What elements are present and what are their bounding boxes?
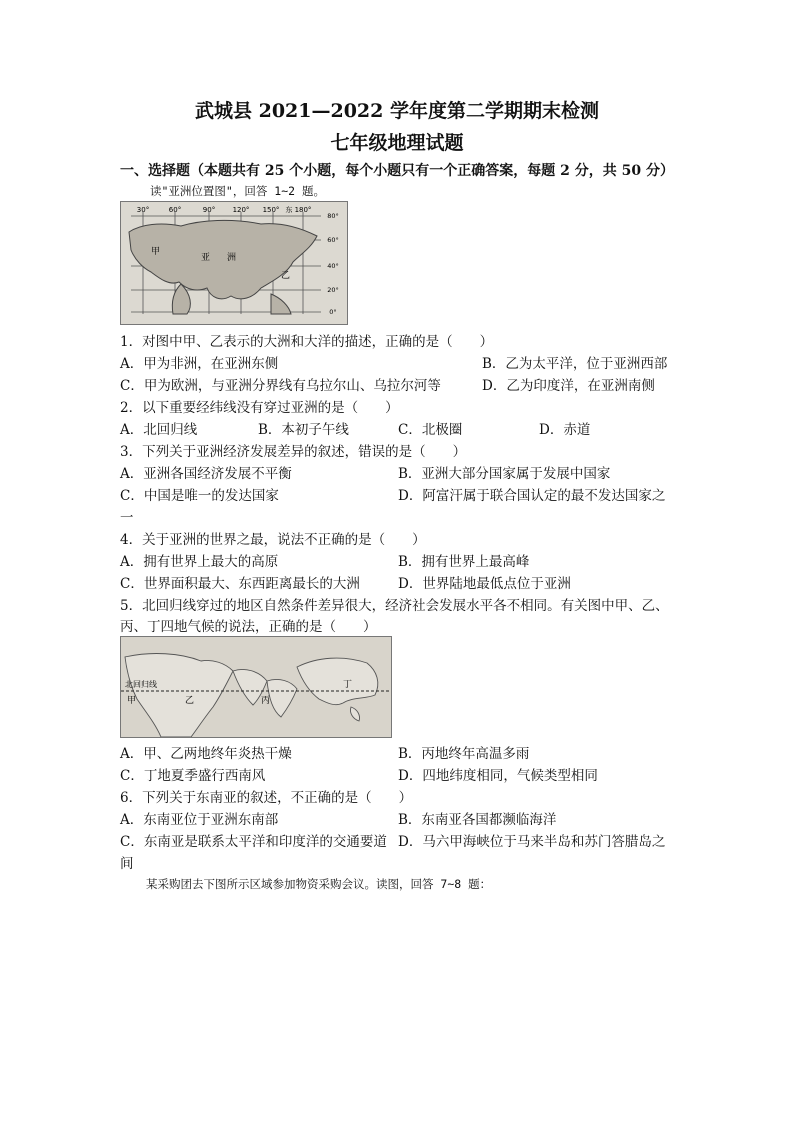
q4-option-c[interactable]: C．世界面积最大、东西距离最长的大洲 [120, 576, 360, 592]
map1-top-label: 120° [232, 206, 250, 214]
tropic-of-cancer-map [120, 636, 392, 738]
q6-stem: 6．下列关于东南亚的叙述，不正确的是（ ） [120, 790, 413, 806]
q5-stem-line2: 丙、丁四地气候的说法，正确的是（ ） [120, 619, 377, 635]
map2-region-ding: 丁 [343, 680, 353, 690]
q5-option-d[interactable]: D．四地纬度相同，气候类型相同 [398, 768, 598, 784]
q3-option-c[interactable]: C．中国是唯一的发达国家 [120, 488, 279, 504]
q5-stem-line1: 5．北回归线穿过的地区自然条件差异很大，经济社会发展水平各不相同。有关图中甲、乙、 [120, 598, 669, 614]
map2-line-label: 北回归线 [125, 680, 157, 689]
q2-option-d[interactable]: D．赤道 [539, 422, 591, 438]
section-heading: 一、选择题（本题共有 25 个小题，每个小题只有一个正确答案，每题 2 分，共 50 分） [120, 163, 674, 179]
map1-top-label: 60° [168, 206, 182, 214]
map1-region-yi: 乙 [281, 271, 291, 281]
map1-top-label: 180° [294, 206, 312, 214]
q1-option-c[interactable]: C．甲为欧洲，与亚洲分界线有乌拉尔山、乌拉尔河等 [120, 378, 441, 394]
q1-stem: 1．对图中甲、乙表示的大洲和大洋的描述，正确的是（ ） [120, 334, 494, 350]
map2-region-yi: 乙 [185, 696, 195, 706]
map1-top-word: 东 [285, 206, 293, 214]
map1-right-label: 0° [329, 308, 337, 316]
q6-option-b[interactable]: B．东南亚各国都濒临海洋 [398, 812, 557, 828]
map1-top-label: 30° [136, 206, 150, 214]
q6-option-c[interactable]: C．东南亚是联系太平洋和印度洋的交通要道 [120, 834, 387, 850]
q4-stem: 4．关于亚洲的世界之最，说法不正确的是（ ） [120, 532, 426, 548]
map1-region-zhou: 洲 [227, 253, 237, 263]
q5-option-b[interactable]: B．丙地终年高温多雨 [398, 746, 530, 762]
q6-option-d-continued: 间 [120, 856, 134, 872]
map1-region-ya: 亚 [201, 253, 211, 263]
map1-top-label: 150° [262, 206, 280, 214]
q2-stem: 2．以下重要经纬线没有穿过亚洲的是（ ） [120, 400, 399, 416]
map2-region-jia: 甲 [127, 696, 137, 706]
q3-option-d[interactable]: D．阿富汗属于联合国认定的最不发达国家之 [398, 488, 666, 504]
q2-option-b[interactable]: B．本初子午线 [258, 422, 349, 438]
map1-region-jia: 甲 [151, 247, 161, 257]
q1-option-b[interactable]: B．乙为太平洋，位于亚洲西部 [482, 356, 668, 372]
map1-right-label: 20° [327, 286, 339, 294]
q1-option-d[interactable]: D．乙为印度洋，在亚洲南侧 [482, 378, 655, 394]
asia-location-map [120, 201, 348, 325]
q5-option-c[interactable]: C．丁地夏季盛行西南风 [120, 768, 266, 784]
q2-option-c[interactable]: C．北极圈 [398, 422, 463, 438]
exam-title: 武城县 2021—2022 学年度第二学期期末检测 [195, 100, 599, 122]
map1-right-label: 60° [327, 236, 339, 244]
q3-option-d-continued: 一 [120, 510, 134, 526]
map1-top-label: 90° [202, 206, 216, 214]
map2-region-bing: 丙 [261, 696, 271, 706]
q4-option-d[interactable]: D．世界陆地最低点位于亚洲 [398, 576, 571, 592]
q3-option-a[interactable]: A．亚洲各国经济发展不平衡 [120, 466, 292, 482]
q5-option-a[interactable]: A．甲、乙两地终年炎热干燥 [120, 746, 292, 762]
q6-option-a[interactable]: A．东南亚位于亚洲东南部 [120, 812, 279, 828]
q7-8-intro: 某采购团去下图所示区域参加物资采购会议。读图，回答 7~8 题： [146, 877, 492, 891]
q4-option-b[interactable]: B．拥有世界上最高峰 [398, 554, 530, 570]
q1-option-a[interactable]: A．甲为非洲，在亚洲东侧 [120, 356, 279, 372]
exam-subtitle: 七年级地理试题 [330, 132, 464, 154]
q6-option-d[interactable]: D．马六甲海峡位于马来半岛和苏门答腊岛之 [398, 834, 666, 850]
q3-stem: 3．下列关于亚洲经济发展差异的叙述，错误的是（ ） [120, 444, 467, 460]
q3-option-b[interactable]: B．亚洲大部分国家属于发展中国家 [398, 466, 611, 482]
q2-option-a[interactable]: A．北回归线 [120, 422, 198, 438]
q4-option-a[interactable]: A．拥有世界上最大的高原 [120, 554, 279, 570]
section-intro: 读"亚洲位置图"，回答 1~2 题。 [150, 184, 325, 198]
map1-right-label: 80° [327, 212, 339, 220]
map1-right-label: 40° [327, 262, 339, 270]
